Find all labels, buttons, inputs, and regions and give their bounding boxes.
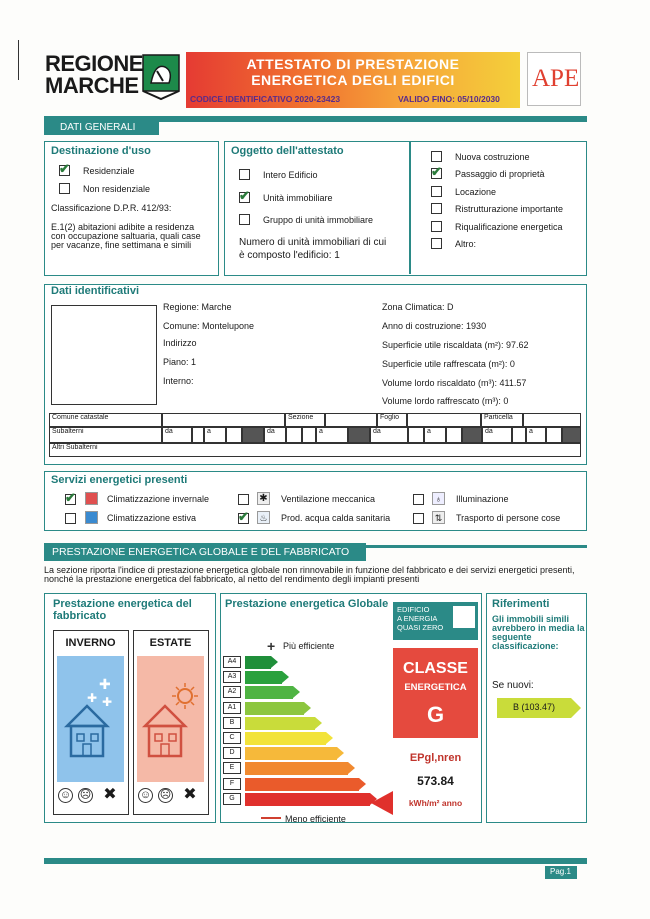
energy-class-label-a4: A4 (223, 656, 241, 668)
sub-sep-3 (462, 427, 482, 443)
altro-label: Altro: (455, 239, 477, 249)
sub-da-4 (482, 427, 512, 443)
summer-house-icon (137, 656, 204, 782)
non-residenziale-checkbox[interactable] (59, 183, 70, 194)
air-conditioner-icon (85, 511, 98, 524)
trasporto-checkbox[interactable] (413, 513, 424, 524)
altri-subalterni-cell (49, 443, 581, 457)
nzeb-line1: EDIFICIO (397, 605, 430, 614)
ristrutturazione-label: Ristrutturazione importante (455, 204, 564, 214)
energy-class-bar-e (245, 762, 348, 775)
region-emblem-icon (141, 53, 181, 101)
destinazione-box (44, 141, 219, 276)
illuminazione-label: Illuminazione (456, 494, 509, 504)
riferimenti-title: Riferimenti (492, 598, 550, 610)
ape-logo-text: APE (532, 65, 580, 92)
fabbricato-title-line1: Prestazione energetica del (53, 598, 192, 610)
comune-catastale-cell (49, 413, 162, 427)
sub-da-3 (370, 427, 408, 443)
classe-label: CLASSE (403, 660, 468, 677)
energy-class-bar-c (245, 732, 326, 745)
sub-a-3 (424, 427, 446, 443)
energetica-label: ENERGETICA (404, 682, 467, 693)
meno-efficiente-line (261, 817, 281, 819)
region-logo (45, 53, 185, 103)
subalterni-cell (49, 427, 162, 443)
oggetto-box (224, 141, 587, 276)
energy-class-label-d: D (223, 747, 241, 759)
comune-catastale-value (162, 413, 285, 427)
dati-identificativi-box (44, 284, 587, 465)
title-banner (186, 52, 520, 108)
dati-identificativi-title: Dati identificativi (51, 285, 140, 297)
nzeb-line2: A ENERGIA (397, 614, 438, 623)
comune-catastale-label: Comune catastale (52, 414, 109, 421)
gruppo-unita-checkbox[interactable] (239, 214, 250, 225)
energy-class-label-e: E (223, 762, 241, 774)
riferimenti-box (486, 593, 587, 823)
svg-text:✚: ✚ (99, 677, 111, 693)
clim-estiva-label: Climatizzazione estiva (107, 513, 197, 523)
piano-field: Piano: 1 (163, 357, 197, 367)
intero-edificio-label: Intero Edificio (263, 170, 318, 180)
sub-da-3-value (408, 427, 424, 443)
nuova-costruzione-checkbox[interactable] (431, 151, 442, 162)
locazione-label: Locazione (455, 187, 497, 197)
prestazione-desc-1: La sezione riporta l'indice di prestazione energetica globale non rinnovabile in funzione del fabbricato e dei servizi energetici presenti, (44, 565, 575, 575)
sub-da-3-label: da (373, 428, 381, 435)
energy-class-bar-a2 (245, 686, 293, 699)
inverno-house-area (57, 656, 124, 782)
nuovi-class-value: B (103.47) (513, 702, 556, 712)
riqualificazione-label: Riqualificazione energetica (455, 222, 563, 232)
piu-efficiente-label: Più efficiente (283, 641, 335, 651)
ape-logo (527, 52, 581, 106)
classificazione-desc-1: E.1(2) abitazioni adibite a residenza (51, 222, 195, 232)
sub-a-2-label: a (319, 428, 323, 435)
classe-value: G (426, 702, 445, 727)
servizi-title: Servizi energetici presenti (51, 474, 188, 486)
estate-label: ESTATE (149, 637, 192, 649)
code-text: CODICE IDENTIFICATIVO 2020-23423 (190, 94, 341, 104)
hot-water-icon: ♨ (257, 511, 270, 524)
estate-panel (133, 630, 209, 815)
energy-class-bar-d (245, 747, 337, 760)
numero-unita-line2: è composto l'edificio: 1 (239, 250, 340, 261)
regione-field: Regione: Marche (163, 302, 232, 312)
residenziale-checkbox[interactable] (59, 165, 70, 176)
foglio-cell (377, 413, 407, 427)
clim-invernale-label: Climatizzazione invernale (107, 494, 210, 504)
nuovi-class-arrow-tip (571, 698, 581, 718)
particella-cell (481, 413, 523, 427)
sub-a-2 (316, 427, 348, 443)
ep-label: EPgl,nren (409, 752, 462, 764)
particella-value (523, 413, 581, 427)
altro-checkbox[interactable] (431, 238, 442, 249)
altri-subalterni-label: Altri Subalterni (52, 444, 98, 451)
globale-title: Prestazione energetica Globale (225, 598, 389, 610)
sub-da-4-label: da (485, 428, 493, 435)
sub-a-2-value (302, 427, 316, 443)
ristrutturazione-checkbox[interactable] (431, 203, 442, 214)
prestazione-desc-2: nonché la prestazione energetica del fabbricato, al netto del rendimento degli impianti presenti (44, 574, 420, 584)
sub-a-1-label: a (207, 428, 211, 435)
volume-raffrescato-field: Volume lordo raffrescato (m³): 0 (382, 396, 509, 406)
title-line1: ATTESTATO DI PRESTAZIONE (246, 56, 460, 72)
radiator-icon (85, 492, 98, 505)
energy-class-label-a1: A1 (223, 702, 241, 714)
se-nuovi-label: Se nuovi: (492, 680, 534, 691)
classificazione-desc-2: con occupazione saltuaria, quali case (51, 231, 201, 241)
fan-icon: ✱ (257, 492, 270, 505)
estate-house-area (137, 656, 204, 782)
riqualificazione-checkbox[interactable] (431, 221, 442, 232)
sub-da-4-value (512, 427, 526, 443)
energy-class-bar-f (245, 778, 359, 791)
indirizzo-field: Indirizzo (163, 338, 197, 348)
prestazione-tab (44, 543, 366, 561)
non-residenziale-label: Non residenziale (83, 184, 151, 194)
valid-text: VALIDO FINO: 05/10/2030 (398, 94, 500, 104)
inverno-label: INVERNO (65, 637, 116, 649)
lightbulb-icon: ♁ (432, 492, 445, 505)
sub-a-3-label: a (427, 428, 431, 435)
piu-efficiente-arrow-icon: + (267, 638, 276, 654)
prestazione-title: PRESTAZIONE ENERGETICA GLOBALE E DEL FABBRICATO (52, 546, 350, 558)
sezione-value (325, 413, 377, 427)
region-name-line1: REGIONE (45, 51, 143, 76)
sub-a-4-label: a (529, 428, 533, 435)
energy-class-label-g: G (223, 793, 241, 805)
energy-class-bar-a4 (245, 656, 271, 669)
photo-placeholder (51, 305, 157, 405)
sub-da-1-label: da (165, 428, 173, 435)
comune-field: Comune: Montelupone (163, 321, 255, 331)
estate-smiley-2: ☹ (159, 789, 172, 801)
servizi-box (44, 471, 587, 531)
sub-a-4 (526, 427, 546, 443)
energy-class-bar-a1 (245, 702, 304, 715)
interno-field: Interno: (163, 376, 194, 386)
globale-box (220, 593, 482, 823)
energy-class-label-a2: A2 (223, 686, 241, 698)
clim-estiva-checkbox[interactable] (65, 513, 76, 524)
foglio-label: Foglio (380, 414, 400, 421)
estate-smiley-1: ☺ (139, 789, 152, 801)
dati-generali-tab (44, 119, 159, 135)
oggetto-title: Oggetto dell'attestato (231, 145, 344, 157)
energy-class-bar-g (245, 793, 370, 806)
anno-costruzione-field: Anno di costruzione: 1930 (382, 321, 487, 331)
sub-da-2-label: da (267, 428, 275, 435)
residenziale-label: Residenziale (83, 166, 135, 176)
acqua-calda-label: Prod. acqua calda sanitaria (281, 513, 391, 523)
energy-class-bar-a3 (245, 671, 282, 684)
sub-da-1 (162, 427, 192, 443)
page-edge-mark (18, 40, 19, 80)
ep-box (393, 738, 478, 818)
passaggio-proprieta-checkbox[interactable] (431, 168, 442, 179)
riferimenti-desc-3: seguente (492, 632, 532, 642)
sub-sep-1 (242, 427, 264, 443)
riferimenti-desc-2: avrebbero in media la (492, 623, 585, 633)
superficie-raffrescata-field: Superficie utile raffrescata (m²): 0 (382, 359, 515, 369)
destinazione-title: Destinazione d'uso (51, 145, 151, 157)
energy-class-bar-b (245, 717, 315, 730)
sub-da-2-value (286, 427, 302, 443)
inverno-smiley-1: ☺ (59, 789, 72, 801)
svg-text:✚: ✚ (102, 695, 113, 709)
sub-da-2 (264, 427, 286, 443)
superficie-riscaldata-field: Superficie utile riscaldata (m²): 97.62 (382, 340, 529, 350)
nuova-costruzione-label: Nuova costruzione (455, 152, 530, 162)
oggetto-divider (409, 142, 411, 274)
sezione-label: Sezione (288, 414, 314, 421)
energy-class-label-b: B (223, 717, 241, 729)
nzeb-checkbox[interactable] (453, 606, 475, 628)
gruppo-unita-label: Gruppo di unità immobiliare (263, 215, 374, 225)
svg-text:✚: ✚ (87, 691, 98, 705)
passaggio-proprieta-label: Passaggio di proprietà (455, 169, 545, 179)
acqua-calda-checkbox[interactable] (238, 513, 249, 524)
current-class-arrow (371, 791, 393, 815)
inverno-smiley-2: ☹ (79, 789, 92, 801)
nuovi-class-arrow (497, 698, 571, 718)
ventilazione-checkbox[interactable] (238, 494, 249, 505)
sub-a-1 (204, 427, 226, 443)
energy-class-label-a3: A3 (223, 671, 241, 683)
energy-class-scale (223, 656, 393, 812)
nzeb-box (393, 602, 478, 640)
trasporto-label: Trasporto di persone cose (456, 513, 561, 523)
sub-sep-4 (562, 427, 581, 443)
region-name-line2: MARCHE (45, 73, 139, 98)
numero-unita-line1: Numero di unità immobiliari di cui (239, 237, 387, 248)
foglio-value (407, 413, 481, 427)
classificazione-desc-3: per vacanze, fine settimana e simili (51, 240, 192, 250)
fabbricato-title-line2: fabbricato (53, 610, 107, 622)
intero-edificio-checkbox[interactable] (239, 169, 250, 180)
estate-smiley-3: ✖ (183, 786, 197, 803)
sub-sep-2 (348, 427, 370, 443)
sezione-cell (285, 413, 325, 427)
zona-climatica-field: Zona Climatica: D (382, 302, 454, 312)
winter-house-icon (57, 656, 124, 782)
inverno-smiley-3: ✖ (103, 786, 117, 803)
classificazione-label: Classificazione D.P.R. 412/93: (51, 203, 172, 213)
cadastral-grid (49, 413, 581, 461)
sub-a-1-value (226, 427, 242, 443)
riferimenti-desc-1: Gli immobili simili (492, 614, 570, 624)
subalterni-label: Subalterni (52, 428, 84, 435)
riferimenti-desc-4: classificazione: (492, 641, 559, 651)
nzeb-line3: QUASI ZERO (397, 623, 444, 632)
particella-label: Particella (484, 414, 513, 421)
unita-immobiliare-checkbox[interactable] (239, 192, 250, 203)
footer-divider (44, 858, 587, 864)
page-number-box (545, 866, 577, 879)
ep-unit: kWh/m² anno (408, 798, 463, 808)
elevator-icon: ⇅ (432, 511, 445, 524)
title-line2: ENERGETICA DEGLI EDIFICI (251, 72, 455, 88)
fabbricato-box (44, 593, 216, 823)
page-number: Pag.1 (550, 867, 571, 876)
sub-a-3-value (446, 427, 462, 443)
sub-a-4-value (546, 427, 562, 443)
classe-box (393, 648, 478, 738)
clim-invernale-checkbox[interactable] (65, 494, 76, 505)
ventilazione-label: Ventilazione meccanica (281, 494, 376, 504)
meno-efficiente-label: Meno efficiente (285, 814, 346, 824)
locazione-checkbox[interactable] (431, 186, 442, 197)
inverno-panel (53, 630, 129, 815)
sub-da-1-value (192, 427, 204, 443)
illuminazione-checkbox[interactable] (413, 494, 424, 505)
ep-value: 573.84 (417, 774, 454, 788)
unita-immobiliare-label: Unità immobiliare (263, 193, 333, 203)
energy-class-label-f: F (223, 778, 241, 790)
dati-generali-title: DATI GENERALI (60, 122, 136, 133)
volume-riscaldato-field: Volume lordo riscaldato (m³): 411.57 (382, 378, 527, 388)
energy-class-label-c: C (223, 732, 241, 744)
